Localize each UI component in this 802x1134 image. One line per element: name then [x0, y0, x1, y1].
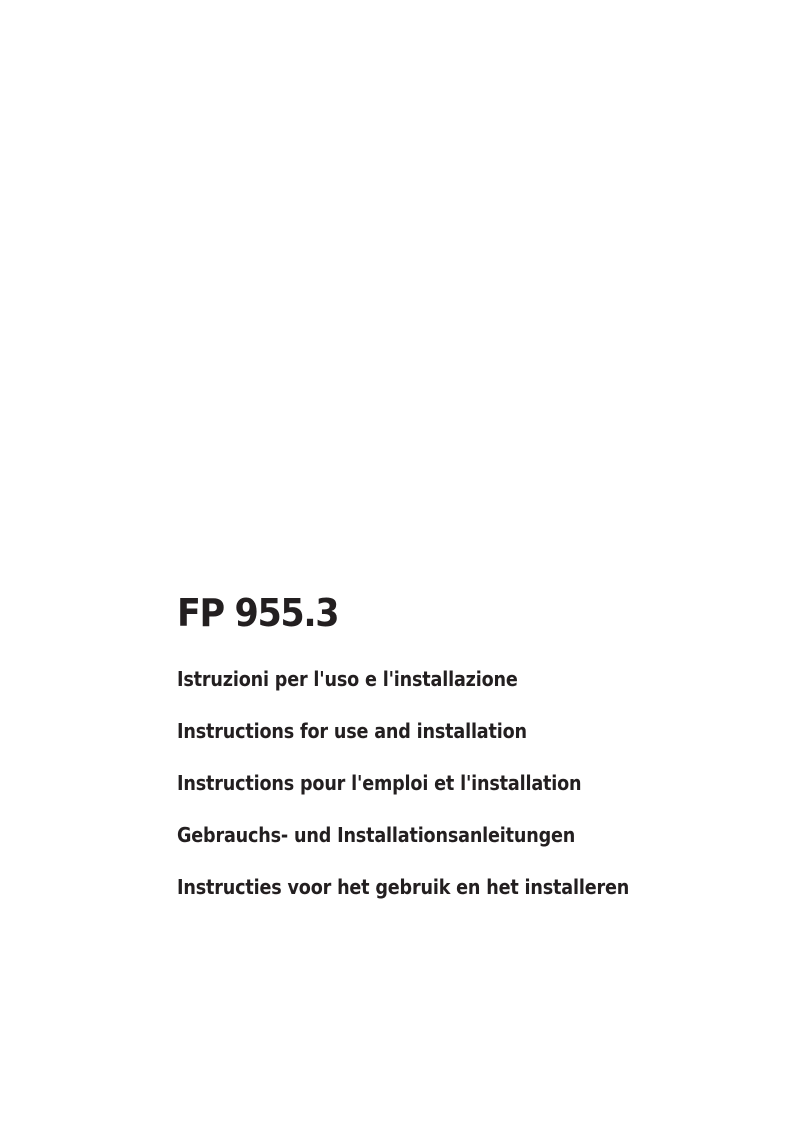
title-english: Instructions for use and installation — [177, 719, 527, 743]
title-german: Gebrauchs- und Installationsanleitungen — [177, 823, 576, 847]
cover-block — [177, 590, 777, 913]
manual-titles-list — [177, 653, 777, 913]
title-french: Instructions pour l'emploi et l'installation — [177, 771, 582, 795]
title-italian: Istruzioni per l'uso e l'installazione — [177, 667, 518, 691]
model-number: FP 955.3 — [177, 591, 339, 635]
title-dutch: Instructies voor het gebruik en het installeren — [177, 875, 630, 899]
